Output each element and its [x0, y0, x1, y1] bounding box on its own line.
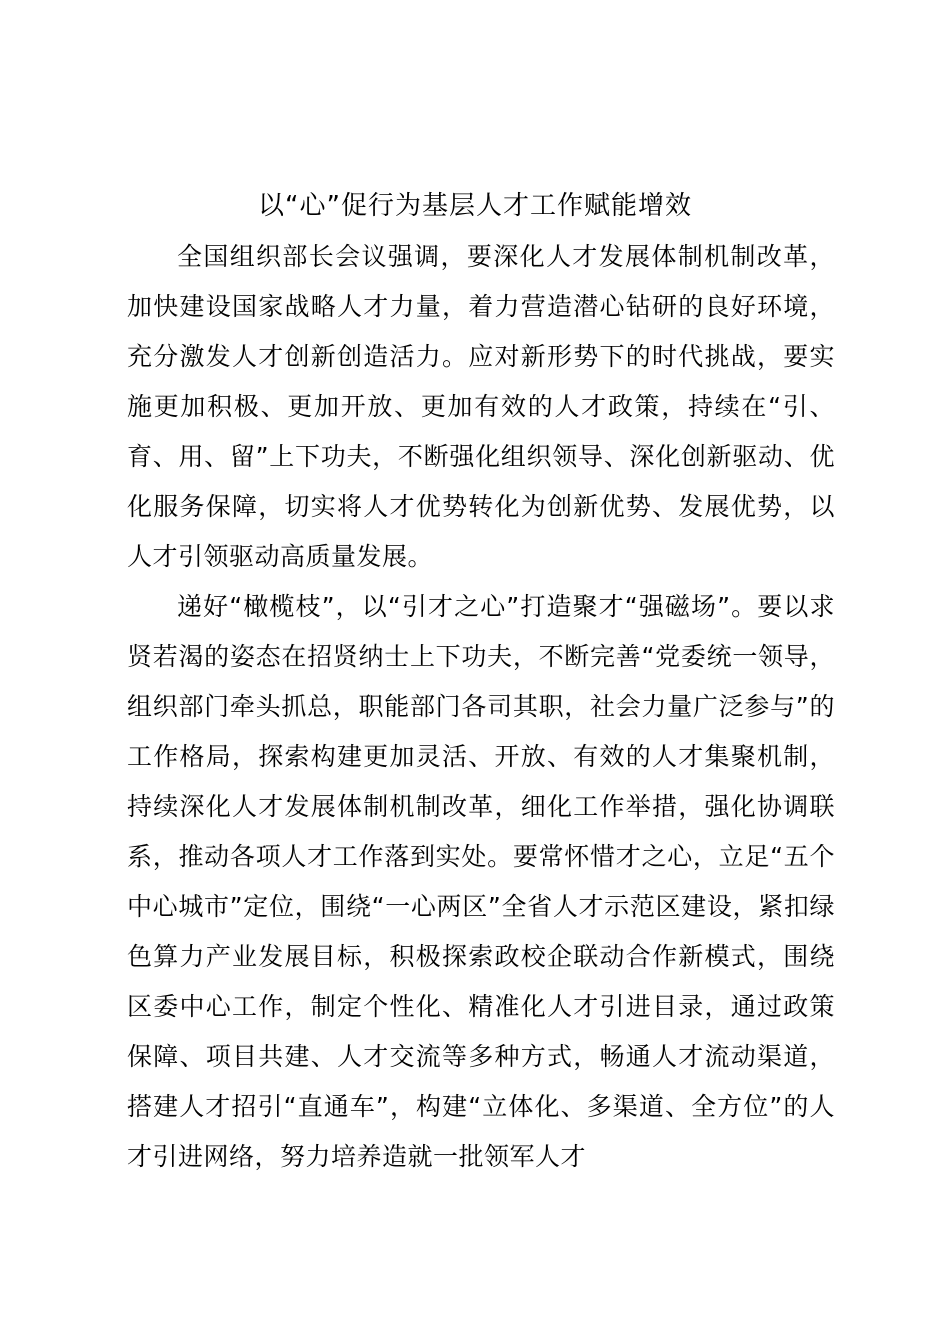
paragraph-intro: 全国组织部长会议强调，要深化人才发展体制机制改革，加快建设国家战略人才力量，着力营造潜心钻研的良好环境，充分激发人才创新创造活力。应对新形势下的时代挑战，要实施更加积极、更加开放、更加有效的人才政策，持续在“引、育、用、留”上下功夫，不断强化组织领导、深化创新驱动、优化服务保障，切实将人才优势转化为创新优势、发展优势，以人才引领驱动高质量发展。	[127, 242, 835, 571]
paragraph-attract-talent: 递好“橄榄枝”，以“引才之心”打造聚才“强磁场”。要以求贤若渴的姿态在招贤纳士上下功夫，不断完善“党委统一领导，组织部门牵头抓总，职能部门各司其职，社会力量广泛参与”的工作格局，探索构建更加灵活、开放、有效的人才集聚机制，持续深化人才发展体制机制改革，细化工作举措，强化协调联系，推动各项人才工作落到实处。要常怀惜才之心，立足“五个中心城市”定位，围绕“一心两区”全省人才示范区建设，紧扣绿色算力产业发展目标，积极探索政校企联动合作新模式，围绕区委中心工作，制定个性化、精准化人才引进目录，通过政策保障、项目共建、人才交流等多种方式，畅通人才流动渠道，搭建人才招引“直通车”，构建“立体化、多渠道、全方位”的人才引进网络，努力培养造就一批领军人才	[127, 592, 835, 1171]
document-body	[127, 232, 835, 1182]
document-title: 以“心”促行为基层人才工作赋能增效	[258, 191, 692, 221]
